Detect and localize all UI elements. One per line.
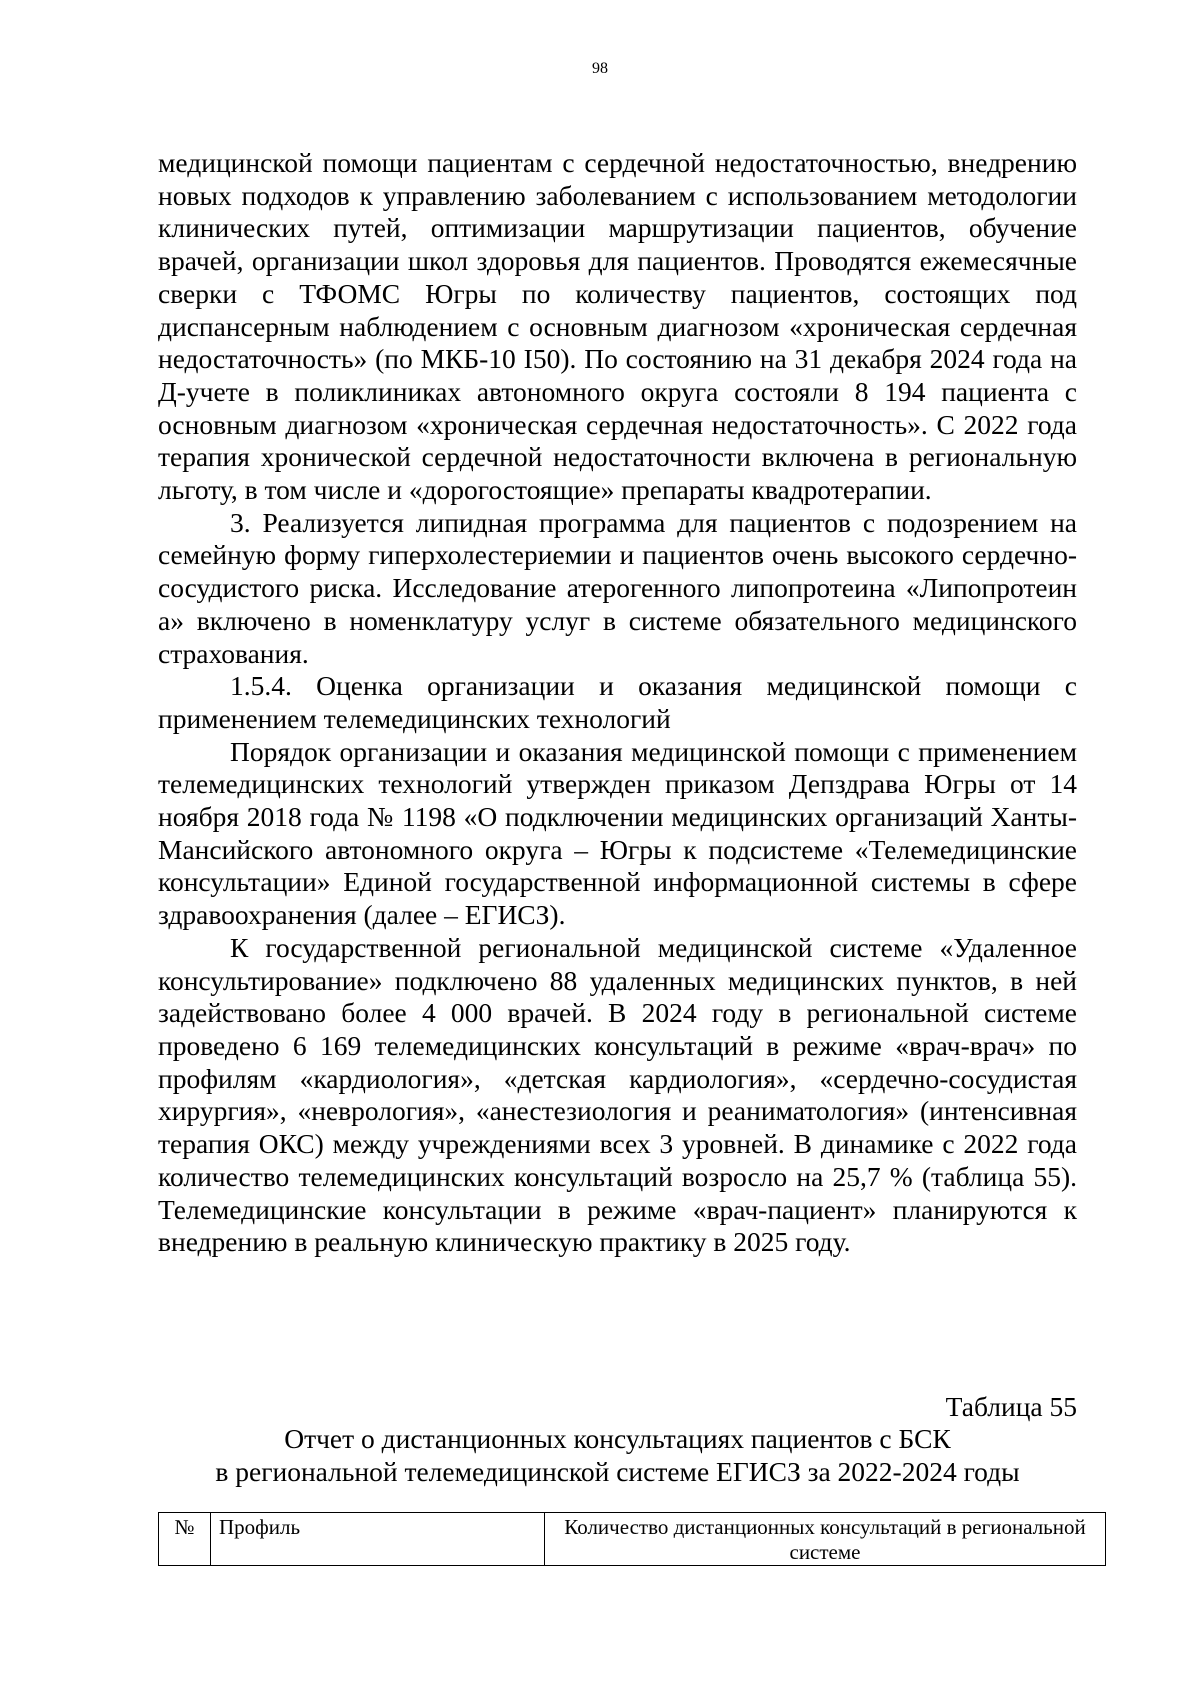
table-title-line-2: в региональной телемедицинской системе ЕГИСЗ за 2022-2024 годы bbox=[215, 1455, 1020, 1487]
table-header-row bbox=[159, 1513, 1106, 1566]
paragraph-lipid-program: 3. Реализуется липидная программа для пациентов с подозрением на семейную форму гиперхолестериемии и пациентов очень высокого сердечно-сосудистого риска. Исследование атерогенного липопротеина «Липопротеин а» включено в номенклатуру услуг в системе обязательного медицинского страхования. bbox=[158, 506, 1077, 669]
page-number: 98 bbox=[592, 60, 608, 77]
consultations-table bbox=[158, 1512, 1106, 1566]
document-body bbox=[158, 147, 1077, 1259]
table-label: Таблица 55 bbox=[945, 1391, 1077, 1422]
table-title-line-1: Отчет о дистанционных консультациях пациентов с БСК bbox=[284, 1423, 951, 1454]
paragraph-telemedicine-order: Порядок организации и оказания медицинской помощи с применением телемедицинских технологий утвержден приказом Депздрава Югры от 14 ноября 2018 года № 1198 «О подключении медицинских организаций Ханты-Мансийского автономного округа – Югры к подсистеме «Телемедицинские консультации» Единой государственной информационной системы в сфере здравоохранения (далее – ЕГИСЗ). bbox=[158, 735, 1077, 931]
column-header-number: № bbox=[159, 1513, 211, 1566]
column-header-profile: Профиль bbox=[211, 1513, 545, 1566]
paragraph-remote-consulting: К государственной региональной медицинской системе «Удаленное консультирование» подключено 88 удаленных медицинских пунктов, в ней задействовано более 4 000 врачей. В 2024 году в региональной системе проведено 6 169 телемедицинских консультаций в режиме «врач-врач» по профилям «кардиология», «детская кардиология», «сердечно-сосудистая хирургия», «неврология», «анестезиология и реаниматология» (интенсивная терапия ОКС) между учреждениями всех 3 уровней. В динамике с 2022 года количество телемедицинских консультаций возросло на 25,7 % (таблица 55). Телемедицинские консультации в режиме «врач-пациент» планируются к внедрению в реальную клиническую практику в 2025 году. bbox=[158, 931, 1077, 1258]
section-heading-telemedicine: 1.5.4. Оценка организации и оказания медицинской помощи с применением телемедицинских технологий bbox=[158, 670, 1077, 734]
column-header-count: Количество дистанционных консультаций в региональной системе bbox=[545, 1513, 1106, 1566]
table-title bbox=[158, 1423, 1077, 1488]
paragraph-heart-failure-care: медицинской помощи пациентам с сердечной недостаточностью, внедрению новых подходов к управлению заболеванием с использованием методологии клинических путей, оптимизации маршрутизации пациентов, обучение врачей, организации школ здоровья для пациентов. Проводятся ежемесячные сверки с ТФОМС Югры по количеству пациентов, состоящих под диспансерным наблюдением с основным диагнозом «хроническая сердечная недостаточность» (по МКБ-10 I50). По состоянию на 31 декабря 2024 года на Д-учете в поликлиниках автономного округа состояли 8 194 пациента с основным диагнозом «хроническая сердечная недостаточность». С 2022 года терапия хронической сердечной недостаточности включена в региональную льготу, в том числе и «дорогостоящие» препараты квадротерапии. bbox=[158, 147, 1077, 506]
